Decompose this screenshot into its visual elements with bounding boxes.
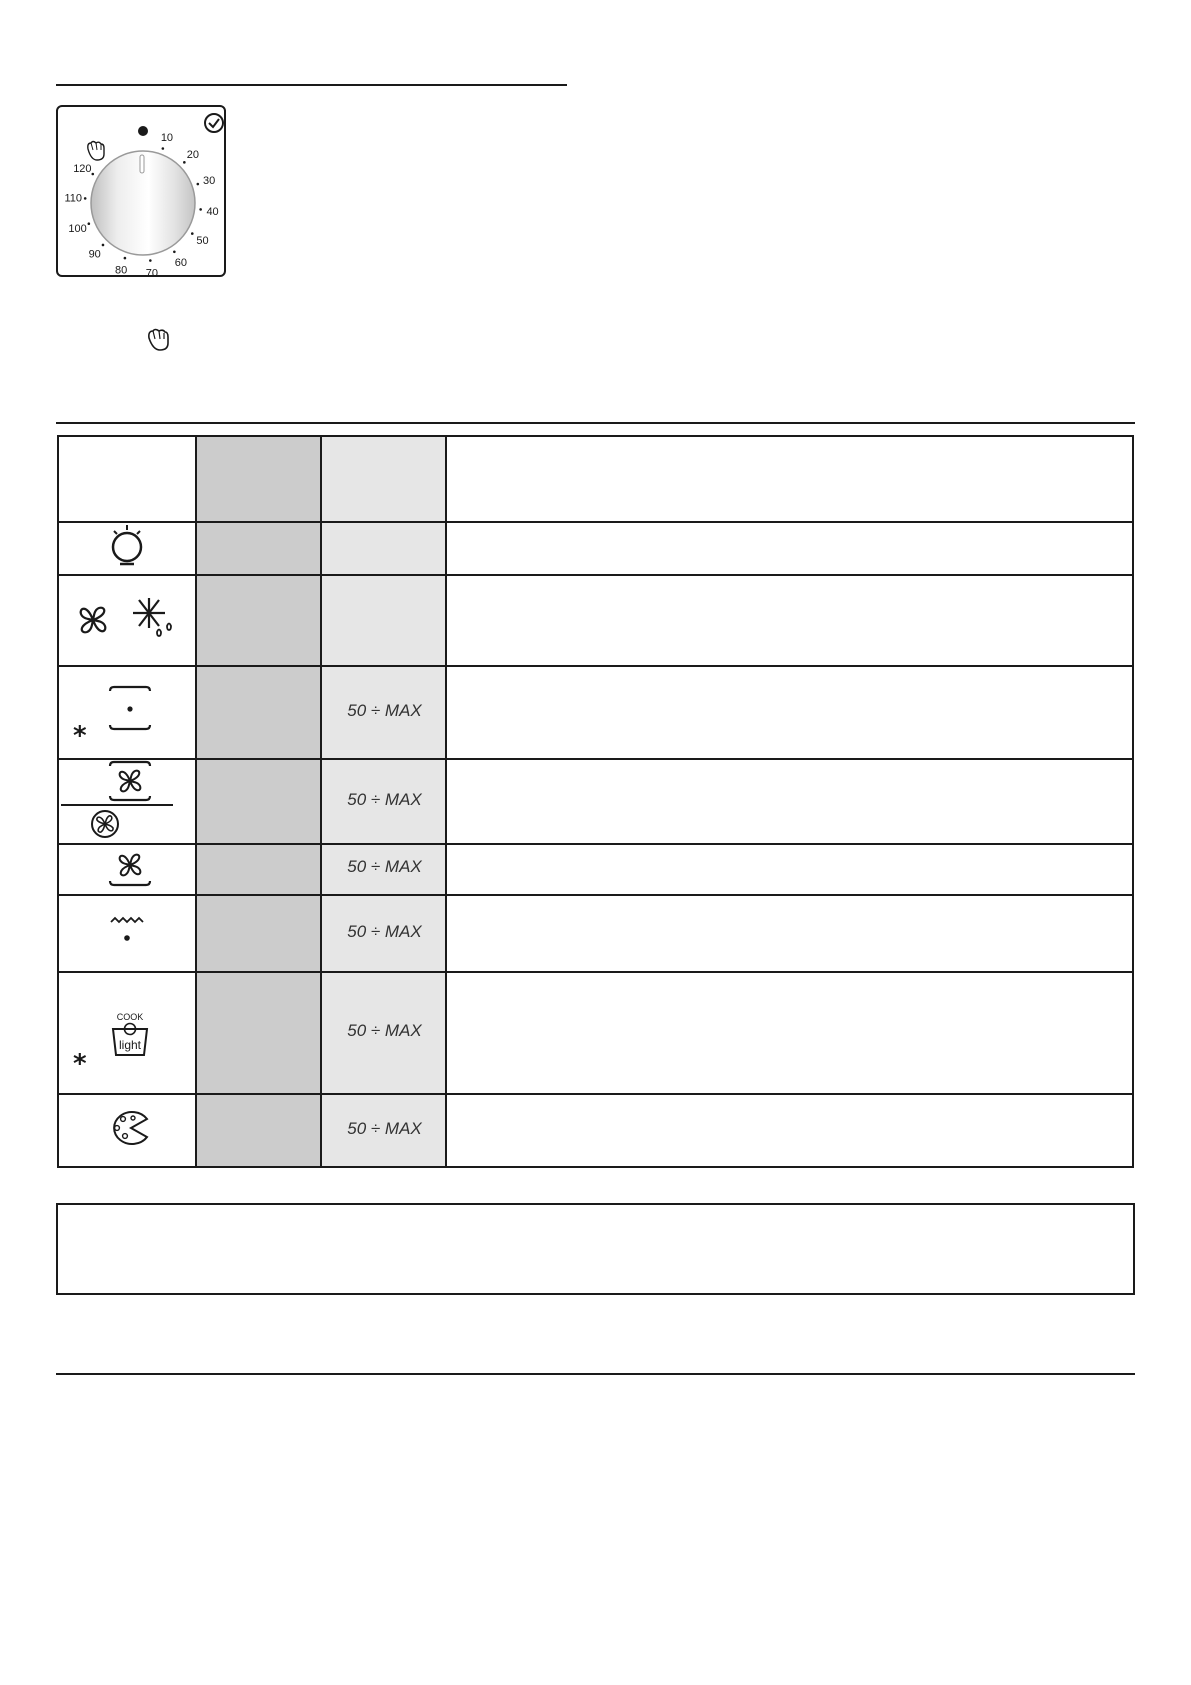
temperature-value: 50 ÷ MAX xyxy=(347,1021,422,1040)
table-row xyxy=(59,521,1132,574)
table-row xyxy=(59,1093,1132,1166)
temperature-value: 50 ÷ MAX xyxy=(347,857,422,876)
manual-hand-icon xyxy=(88,142,104,161)
dial-scale-label: 40 xyxy=(206,205,219,218)
table-row xyxy=(59,758,1132,843)
dial-tick xyxy=(91,173,94,176)
top-grill-icon xyxy=(107,914,147,954)
dial-scale-label: 90 xyxy=(88,248,101,261)
convection-fan-icon xyxy=(105,847,155,891)
dial-scale-label: 50 xyxy=(196,234,209,247)
dial-scale-label: 70 xyxy=(145,267,158,279)
table-row xyxy=(59,843,1132,894)
dial-scale-label: 10 xyxy=(160,132,174,145)
dial-scale-label: 80 xyxy=(115,264,128,277)
timer-dial-graphic xyxy=(58,107,228,279)
section-rule-bottom xyxy=(56,1373,1135,1375)
fan-icon xyxy=(73,600,113,640)
svg-text:light: light xyxy=(118,1038,142,1052)
table-row xyxy=(59,574,1132,665)
dial-tick xyxy=(149,259,152,262)
clock-icon xyxy=(205,114,223,132)
dial-scale-label: 100 xyxy=(68,222,87,235)
dial-tick xyxy=(124,257,127,260)
pizza-icon xyxy=(105,1109,155,1149)
fan-ring-icon xyxy=(89,808,121,840)
dial-tick xyxy=(162,147,165,150)
programmes-table xyxy=(57,435,1134,1168)
symbol-divider xyxy=(61,804,173,806)
dial-tick xyxy=(102,244,105,247)
svg-text:COOK: COOK xyxy=(116,1012,144,1022)
dial-scale-label: 110 xyxy=(64,192,82,205)
off-dot-icon xyxy=(138,126,148,136)
asterisk-mark: * xyxy=(73,1049,87,1079)
dial-tick xyxy=(191,232,194,235)
temperature-value: 50 ÷ MAX xyxy=(347,1119,422,1138)
dial-tick xyxy=(173,250,176,253)
dial-scale-label: 60 xyxy=(174,256,187,269)
dial-tick xyxy=(183,161,186,164)
dial-tick xyxy=(199,208,202,211)
defrost-icon xyxy=(129,596,179,642)
manual-hand-icon xyxy=(146,328,170,352)
oven-light-icon xyxy=(102,523,152,569)
temperature-value: 50 ÷ MAX xyxy=(347,701,422,720)
dial-scale-label: 30 xyxy=(203,175,216,188)
section-rule-top xyxy=(56,84,567,86)
note-box xyxy=(56,1203,1135,1295)
table-row xyxy=(59,894,1132,971)
temperature-value: 50 ÷ MAX xyxy=(347,922,422,941)
dial-scale-label: 20 xyxy=(186,148,200,161)
table-row xyxy=(59,971,1132,1093)
dial-tick xyxy=(88,222,91,225)
section-rule-middle xyxy=(56,422,1135,424)
asterisk-mark: * xyxy=(73,721,87,751)
temperature-value: 50 ÷ MAX xyxy=(347,790,422,809)
table-row xyxy=(59,665,1132,758)
cook-light-icon xyxy=(105,1011,155,1065)
dial-tick xyxy=(84,197,87,200)
timer-dial-illustration xyxy=(56,105,226,277)
dial-tick xyxy=(197,183,200,186)
static-oven-icon xyxy=(105,685,155,735)
dial-scale-label: 120 xyxy=(73,163,92,175)
fan-assisted-icon xyxy=(105,760,155,804)
